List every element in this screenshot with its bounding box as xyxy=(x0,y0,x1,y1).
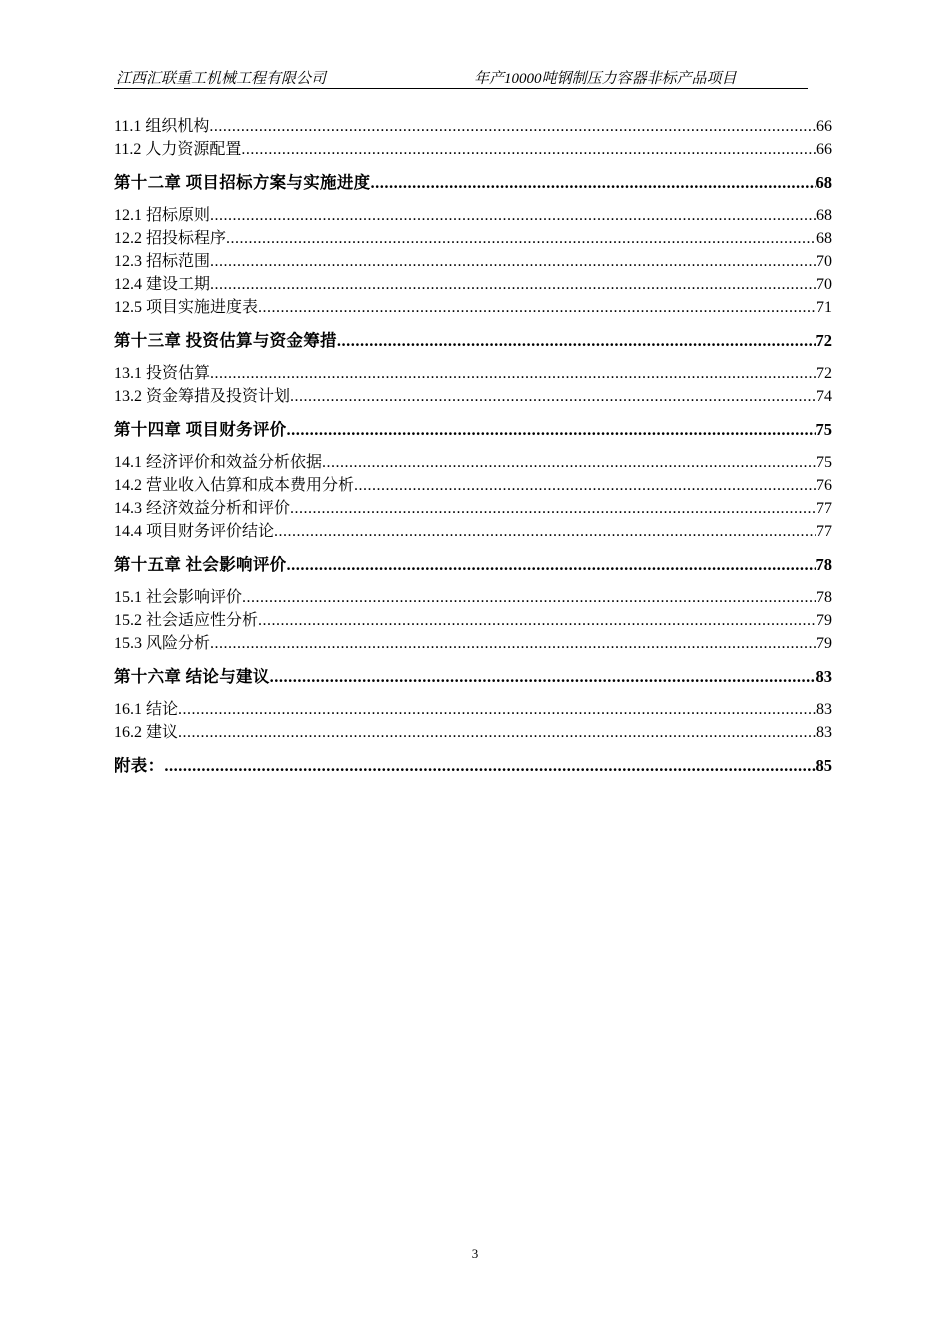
toc-entry-page: 72 xyxy=(816,365,832,382)
toc-leader-dots xyxy=(226,227,816,250)
toc-section-entry[interactable] xyxy=(114,138,832,161)
toc-entry-title: 12.5 项目实施进度表 xyxy=(114,299,259,316)
toc-leader-dots xyxy=(258,609,816,632)
toc-section-entry[interactable] xyxy=(114,204,832,227)
toc-section-entry[interactable] xyxy=(114,250,832,273)
toc-chapter-entry[interactable] xyxy=(114,408,832,451)
toc-entry-title: 12.2 招投标程序 xyxy=(114,230,227,247)
toc-leader-dots xyxy=(210,632,816,655)
toc-leader-dots xyxy=(274,520,816,543)
toc-leader-dots xyxy=(164,744,815,787)
toc-entry-page: 75 xyxy=(816,454,832,471)
toc-entry-page: 79 xyxy=(816,635,832,652)
table-of-contents xyxy=(114,115,832,787)
toc-entry-page: 78 xyxy=(816,589,832,606)
toc-section-entry[interactable] xyxy=(114,586,832,609)
page-number: 3 xyxy=(471,1246,479,1261)
toc-entry-page: 79 xyxy=(816,612,832,629)
toc-entry-page: 68 xyxy=(816,207,832,224)
toc-entry-title: 第十五章 社会影响评价 xyxy=(114,555,287,574)
toc-entry-page: 70 xyxy=(816,276,832,293)
toc-section-entry[interactable] xyxy=(114,474,832,497)
toc-section-entry[interactable] xyxy=(114,115,832,138)
toc-entry-page: 78 xyxy=(815,555,832,574)
toc-entry-page: 66 xyxy=(816,118,832,135)
toc-section-entry[interactable] xyxy=(114,273,832,296)
toc-leader-dots xyxy=(354,474,816,497)
toc-entry-title: 16.2 建议 xyxy=(114,724,179,741)
toc-entry-title: 第十四章 项目财务评价 xyxy=(114,420,287,439)
toc-section-entry[interactable] xyxy=(114,296,832,319)
toc-entry-title: 附表： xyxy=(114,756,165,775)
toc-chapter-entry[interactable] xyxy=(114,543,832,586)
toc-entry-page: 72 xyxy=(815,331,832,350)
toc-entry-page: 77 xyxy=(816,523,832,540)
toc-section-entry[interactable] xyxy=(114,632,832,655)
toc-section-entry[interactable] xyxy=(114,227,832,250)
toc-leader-dots xyxy=(210,204,816,227)
toc-entry-title: 12.1 招标原则 xyxy=(114,207,211,224)
toc-chapter-entry[interactable] xyxy=(114,161,832,204)
toc-leader-dots xyxy=(258,296,816,319)
toc-entry-title: 第十二章 项目招标方案与实施进度 xyxy=(114,173,371,192)
toc-entry-title: 13.2 资金筹措及投资计划 xyxy=(114,388,291,405)
toc-entry-title: 14.4 项目财务评价结论 xyxy=(114,523,275,540)
toc-leader-dots xyxy=(178,721,816,744)
toc-leader-dots xyxy=(270,655,816,698)
toc-leader-dots xyxy=(242,586,816,609)
toc-entry-title: 12.4 建设工期 xyxy=(114,276,211,293)
toc-leader-dots xyxy=(337,319,816,362)
toc-leader-dots xyxy=(290,497,816,520)
toc-entry-title: 14.2 营业收入估算和成本费用分析 xyxy=(114,477,355,494)
toc-entry-title: 14.1 经济评价和效益分析依据 xyxy=(114,454,323,471)
header-project: 年产10000吨钢制压力容器非标产品项目 xyxy=(474,71,737,87)
toc-section-entry[interactable] xyxy=(114,362,832,385)
toc-leader-dots xyxy=(178,698,816,721)
toc-section-entry[interactable] xyxy=(114,451,832,474)
toc-entry-title: 11.2 人力资源配置 xyxy=(114,141,242,158)
toc-entry-title: 11.1 组织机构 xyxy=(114,118,210,135)
toc-section-entry[interactable] xyxy=(114,497,832,520)
toc-section-entry[interactable] xyxy=(114,385,832,408)
toc-entry-title: 13.1 投资估算 xyxy=(114,365,211,382)
toc-entry-title: 14.3 经济效益分析和评价 xyxy=(114,500,291,517)
header-company: 江西汇联重工机械工程有限公司 xyxy=(116,71,327,87)
toc-entry-title: 15.1 社会影响评价 xyxy=(114,589,243,606)
page-header xyxy=(114,66,808,89)
toc-entry-page: 83 xyxy=(816,724,832,741)
toc-section-entry[interactable] xyxy=(114,721,832,744)
toc-entry-page: 71 xyxy=(816,299,832,316)
toc-leader-dots xyxy=(370,161,815,204)
toc-leader-dots xyxy=(210,362,816,385)
toc-entry-title: 第十三章 投资估算与资金筹措 xyxy=(114,331,337,350)
toc-entry-page: 77 xyxy=(816,500,832,517)
toc-leader-dots xyxy=(286,543,815,586)
toc-entry-title: 16.1 结论 xyxy=(114,701,179,718)
toc-entry-page: 83 xyxy=(816,701,832,718)
toc-entry-page: 75 xyxy=(815,420,832,439)
toc-section-entry[interactable] xyxy=(114,698,832,721)
toc-entry-page: 70 xyxy=(816,253,832,270)
toc-leader-dots xyxy=(286,408,815,451)
toc-entry-page: 68 xyxy=(816,230,832,247)
toc-leader-dots xyxy=(322,451,816,474)
toc-leader-dots xyxy=(210,250,816,273)
toc-entry-page: 85 xyxy=(815,756,832,775)
toc-leader-dots xyxy=(209,115,816,138)
toc-entry-page: 68 xyxy=(815,173,832,192)
toc-chapter-entry[interactable] xyxy=(114,655,832,698)
toc-entry-page: 66 xyxy=(816,141,832,158)
toc-leader-dots xyxy=(210,273,816,296)
toc-section-entry[interactable] xyxy=(114,609,832,632)
toc-entry-page: 74 xyxy=(816,388,832,405)
toc-chapter-entry[interactable] xyxy=(114,744,832,787)
toc-leader-dots xyxy=(241,138,816,161)
toc-entry-title: 15.3 风险分析 xyxy=(114,635,211,652)
toc-entry-title: 第十六章 结论与建议 xyxy=(114,667,270,686)
toc-entry-page: 76 xyxy=(816,477,832,494)
toc-leader-dots xyxy=(290,385,816,408)
toc-chapter-entry[interactable] xyxy=(114,319,832,362)
toc-entry-title: 15.2 社会适应性分析 xyxy=(114,612,259,629)
toc-section-entry[interactable] xyxy=(114,520,832,543)
toc-entry-title: 12.3 招标范围 xyxy=(114,253,211,270)
toc-entry-page: 83 xyxy=(815,667,832,686)
